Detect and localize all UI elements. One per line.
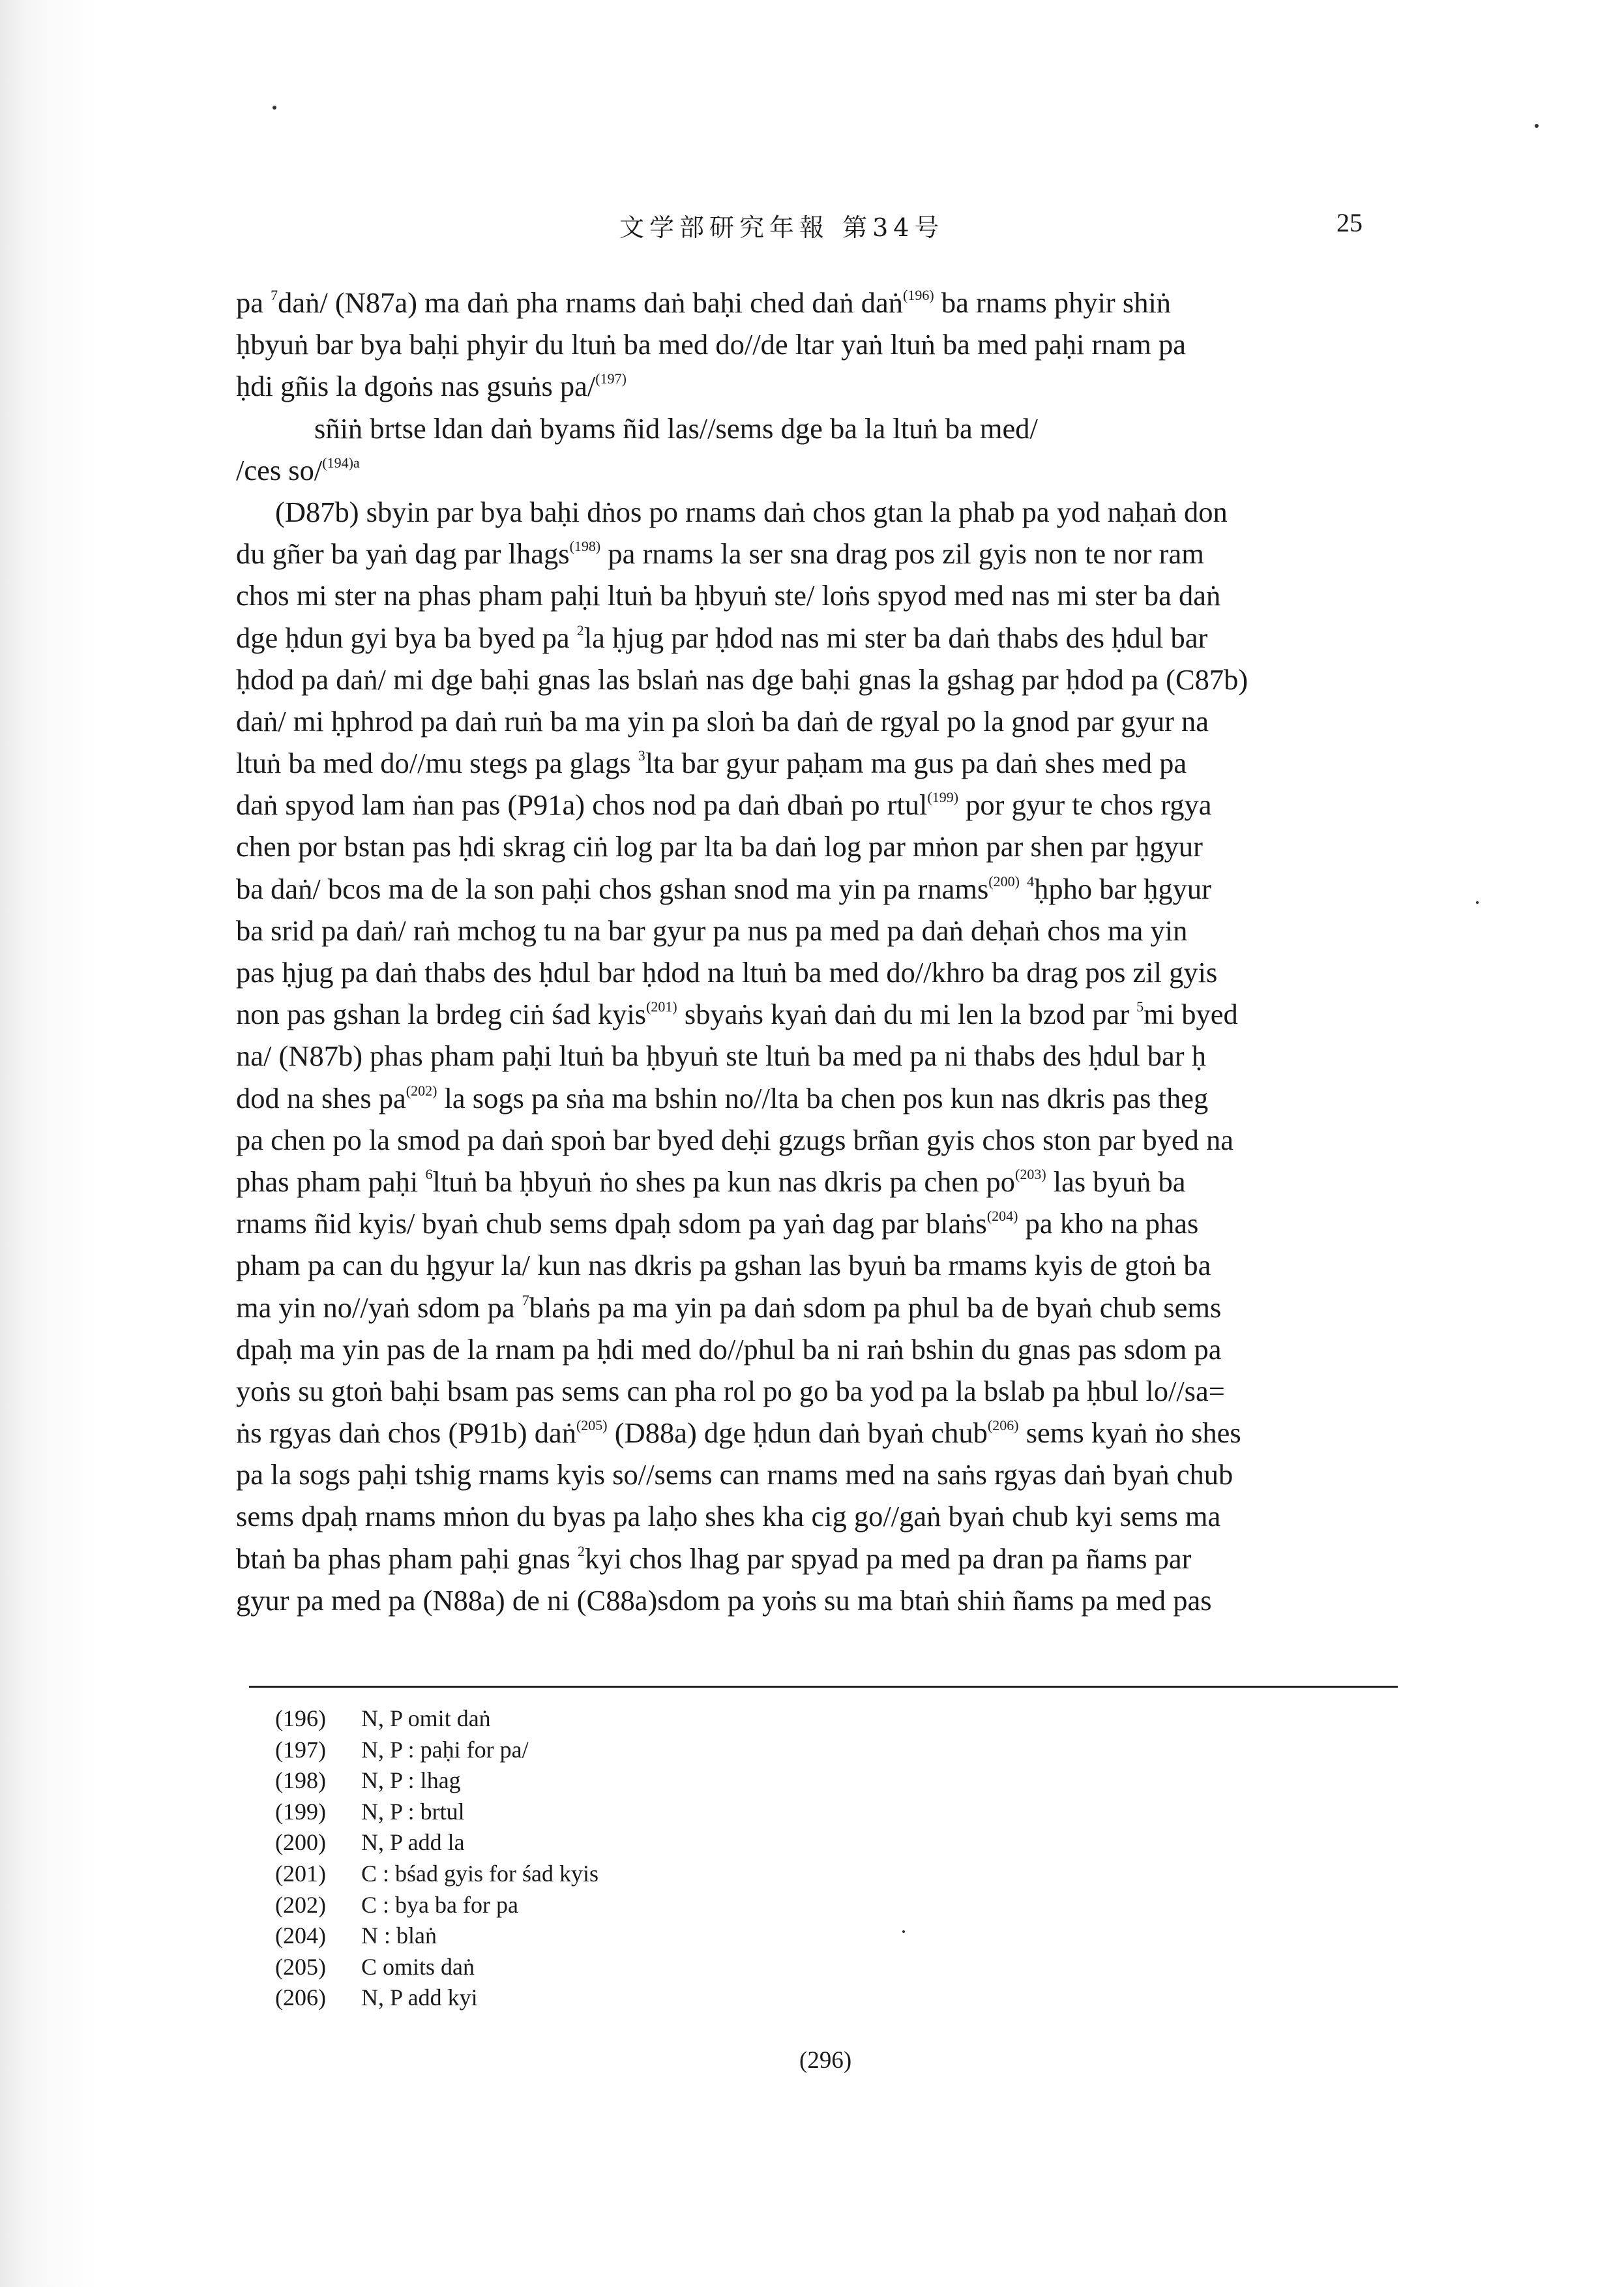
text-line: dpaḥ ma yin pas de la rnam pa ḥdi med do//phul ba ni raṅ bshin du gnas pas sdom pa xyxy=(236,1332,1222,1366)
footnote-text: N, P add kyi xyxy=(361,1984,478,2011)
footnote-text: C omits daṅ xyxy=(361,1953,475,1980)
text-line: non pas gshan la brdeg ciṅ śad kyis$^{(201)}$ sbyaṅs kyaṅ daṅ du mi len la bzod par $^5$mi byed xyxy=(236,998,1238,1031)
footnote-text: N, P : lhag xyxy=(361,1767,461,1794)
scan-speck xyxy=(902,1930,905,1933)
footnote-number: (198) xyxy=(275,1767,326,1794)
text-line: chen por bstan pas ḥdi skrag ciṅ log par lta ba daṅ log par mṅon par shen par ḥgyur xyxy=(236,830,1203,863)
footnote-text: N, P : brtul xyxy=(361,1798,465,1825)
footnote xyxy=(275,1827,598,1859)
footnote-number: (206) xyxy=(275,1984,326,2011)
text-line: pas ḥjug pa daṅ thabs des ḥdul bar ḥdod na ltuṅ ba med do//khro ba drag pos zil gyis xyxy=(236,956,1218,989)
text-line: yoṅs su gtoṅ baḥi bsam pas sems can pha rol po go ba yod pa la bslab pa ḥbul lo//sa= xyxy=(236,1374,1225,1407)
footnote xyxy=(275,1890,598,1921)
text-line: na/ (N87b) phas pham paḥi ltuṅ ba ḥbyuṅ ste ltuṅ ba med pa ni thabs des ḥdul bar ḥ xyxy=(236,1039,1206,1073)
footnote-number: (204) xyxy=(275,1922,326,1949)
text-line: /ces so/$^{(194)a}$ xyxy=(236,453,360,486)
text-line: dod na shes $pa^{(202)}$ la sogs pa sṅa ma bshin no//lta ba chen pos kun nas dkris pas theg xyxy=(236,1081,1209,1114)
text-line: ḥdi gñis la dgoṅs nas gsuṅs pa/$^{(197)}$ xyxy=(236,370,627,403)
footnote-number: (205) xyxy=(275,1953,326,1980)
footnote xyxy=(275,1921,598,1952)
footnote-number: (196) xyxy=(275,1705,326,1731)
text-line: phas pham paḥi $^6$ltuṅ ba ḥbyuṅ ṅo shes pa kun nas dkris pa chen $po^{(203)}$ las byuṅ ba xyxy=(236,1165,1186,1198)
scan-speck xyxy=(273,106,276,110)
text-line: pham pa can du ḥgyur la/ kun nas dkris pa gshan las byuṅ ba rmams kyis de gtoṅ ba xyxy=(236,1249,1211,1282)
text-line: ḥbyuṅ bar bya baḥi phyir du ltuṅ ba med do//de ltar yaṅ ltuṅ ba med paḥi rnam pa xyxy=(236,328,1187,361)
footnote-number: (197) xyxy=(275,1736,326,1763)
footnote-text: C : bya ba for pa xyxy=(361,1891,518,1918)
text-line: pa chen po la smod pa daṅ spoṅ bar byed deḥi gzugs brñan gyis chos ston par byed na xyxy=(236,1123,1233,1156)
verse-line: sñiṅ brtse ldan daṅ byams ñid las//sems dge ba la ltuṅ ba med/ xyxy=(314,411,1038,445)
text-line: ba srid pa daṅ/ raṅ mchog tu na bar gyur pa nus pa med pa daṅ deḥaṅ chos ma yin xyxy=(236,914,1188,947)
footnote xyxy=(275,1703,598,1735)
text-line: pa $^7$daṅ/ (N87a) ma daṅ pha rnams daṅ baḥi ched daṅ daṅ$^{(196)}$ ba rnams phyir shiṅ xyxy=(236,286,1172,319)
footnote xyxy=(275,1735,598,1766)
text-line: chos mi ster na phas pham paḥi ltuṅ ba ḥbyuṅ ste/ loṅs spyod med nas mi ster ba daṅ xyxy=(236,579,1221,612)
footnote-number: (200) xyxy=(275,1829,326,1856)
text-line: dge ḥdun gyi bya ba byed pa $^2$la ḥjug par ḥdod nas mi ster ba daṅ thabs des ḥdul bar xyxy=(236,621,1208,654)
footnote-text: N, P : paḥi for pa/ xyxy=(361,1736,529,1763)
scan-speck xyxy=(1535,124,1539,128)
body-text xyxy=(236,282,1399,1621)
paragraph-start: (D87b) sbyin par bya baḥi dṅos po rnams daṅ chos gtan la phab pa yod naḥaṅ don xyxy=(275,495,1228,528)
footnote-number: (201) xyxy=(275,1860,326,1887)
footnote-number: (199) xyxy=(275,1798,326,1825)
text-line: ḥdod pa daṅ/ mi dge baḥi gnas las bslaṅ nas dge baḥi gnas la gshag par ḥdod pa (C87b) xyxy=(236,663,1248,696)
footnote xyxy=(275,1859,598,1890)
footnote-text: N, P omit daṅ xyxy=(361,1705,491,1731)
footnote xyxy=(275,1982,598,2014)
text-line: gyur pa med pa (N88a) de ni (C88a)sdom pa yoṅs su ma btaṅ shiṅ ñams pa med pas xyxy=(236,1583,1212,1617)
journal-title: 文学部研究年報 第34号 xyxy=(619,213,945,242)
text-line: ba daṅ/ bcos ma de la son paḥi chos gshan snod ma yin pa rnams$^{(200)}$ $^4$ḥpho bar ḥgyur xyxy=(236,872,1211,905)
text-line: daṅ/ mi ḥphrod pa daṅ ruṅ ba ma yin pa sloṅ ba daṅ de rgyal po la gnod par gyur na xyxy=(236,704,1209,738)
footnote xyxy=(275,1797,598,1828)
running-header xyxy=(235,207,1408,247)
text-line: rnams ñid kyis/ byaṅ chub sems dpaḥ sdom pa yaṅ dag par blaṅs$^{(204)}$ pa kho na phas xyxy=(236,1207,1199,1240)
footnotes xyxy=(275,1703,598,2014)
text-line: ma yin no//yaṅ sdom pa $^7$blaṅs pa ma yin pa daṅ sdom pa phul ba de byaṅ chub sems xyxy=(236,1291,1222,1324)
text-line: pa la sogs paḥi tshig rnams kyis so//sems can rnams med na saṅs rgyas daṅ byaṅ chub xyxy=(236,1458,1233,1491)
footnote-text: C : bśad gyis for śad kyis xyxy=(361,1860,598,1887)
text-line: ltuṅ ba med do//mu stegs pa glags $^3$lta bar gyur paḥam ma gus pa daṅ shes med pa xyxy=(236,747,1187,780)
footnote-text: N, P add la xyxy=(361,1829,465,1856)
text-line: sems dpaḥ rnams mṅon du byas pa laḥo shes kha cig go//gaṅ byaṅ chub kyi sems ma xyxy=(236,1500,1221,1533)
text-line: daṅ spyod lam ṅan pas (P91a) chos nod pa daṅ dbaṅ po rtul$^{(199)}$ por gyur te chos rgya xyxy=(236,788,1212,822)
footnote xyxy=(275,1952,598,1983)
footnote-number: (202) xyxy=(275,1891,326,1918)
footnote-rule xyxy=(249,1686,1398,1688)
scan-speck xyxy=(1476,901,1479,904)
text-line: btaṅ ba phas pham paḥi gnas $^2$kyi chos lhag par spyad pa med pa dran pa ñams par xyxy=(236,1542,1192,1575)
footnote-text: N : blaṅ xyxy=(361,1922,437,1949)
text-line: ṅs rgyas daṅ chos (P91b) daṅ$^{(205)}$ (D88a) dge ḥdun daṅ byaṅ chub$^{(206)}$ sems kyaṅ ṅo shes xyxy=(236,1416,1241,1450)
folio-number: 25 xyxy=(1336,208,1363,237)
footnote xyxy=(275,1765,598,1797)
page-binding-edge xyxy=(0,0,98,2287)
text-line: du gñer ba yaṅ dag par lhags$^{(198)}$ pa rnams la ser sna drag pos zil gyis non te nor ram xyxy=(236,537,1204,571)
page-number: (296) xyxy=(799,2047,852,2074)
